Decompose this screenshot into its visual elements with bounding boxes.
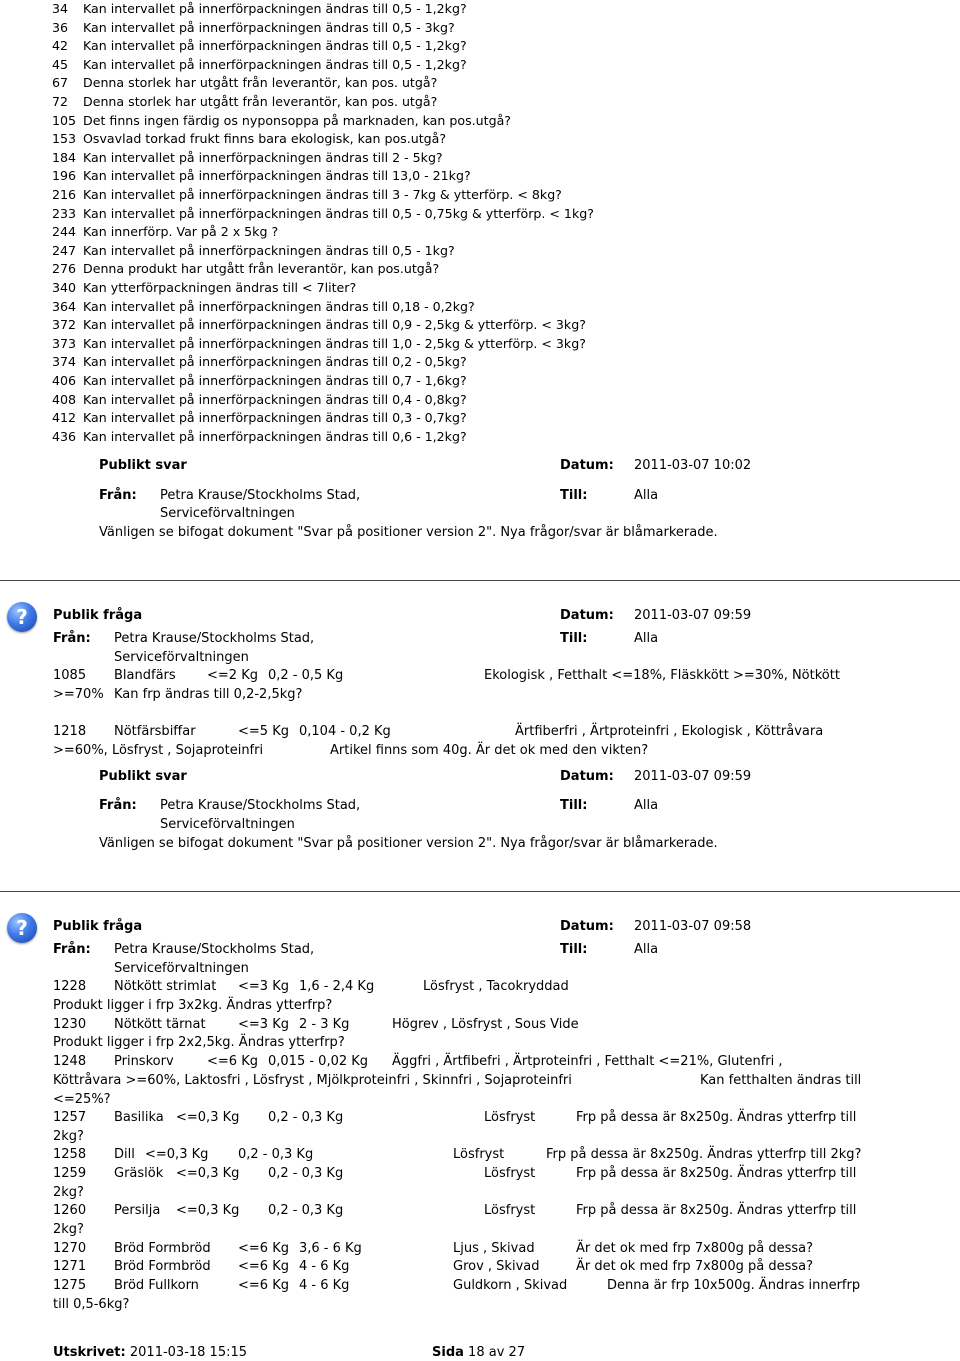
- position-number: 364: [52, 298, 77, 314]
- question-text: Kan intervallet på innerförpackningen ändras till 0,9 - 2,5kg & ytterförp. < 3kg?: [83, 317, 586, 333]
- item-name: Dill: [114, 1147, 135, 1162]
- item-attributes-cont: >=60%, Lösfryst , Sojaproteinfri: [53, 743, 264, 758]
- item-number: 1248: [53, 1054, 87, 1069]
- item-attributes-cont: Köttråvara >=60%, Laktosfri , Lösfryst , Mjölkproteinfri , Skinnfri , Sojaproteinfri: [53, 1073, 572, 1088]
- item-amount: <=0,3 Kg: [176, 1203, 240, 1218]
- item-number: 1271: [53, 1259, 87, 1274]
- item-number: 1258: [53, 1147, 87, 1162]
- item-amount: <=2 Kg: [207, 668, 258, 683]
- item-number: 1228: [53, 979, 87, 994]
- item-amount: <=0,3 Kg: [145, 1147, 209, 1162]
- position-number: 233: [52, 205, 77, 221]
- item-attributes: Äggfri , Ärtfibefri , Ärtproteinfri , Fetthalt <=21%, Glutenfri ,: [392, 1054, 783, 1069]
- date-label: Datum:: [560, 769, 614, 784]
- item-question: Produkt ligger i frp 3x2kg. Ändras ytterfrp?: [53, 998, 333, 1013]
- list-item: [52, 168, 471, 183]
- position-number: 340: [52, 280, 77, 295]
- list-item: [52, 187, 562, 202]
- list-item: [52, 429, 467, 444]
- item-amount: <=6 Kg: [207, 1054, 258, 1069]
- item-range: 1,6 - 2,4 Kg: [299, 979, 375, 994]
- to-label: Till:: [560, 488, 588, 503]
- item-question: Kan fetthalten ändras till: [700, 1073, 862, 1088]
- list-item: [52, 1, 467, 16]
- answer-heading: Publikt svar: [99, 769, 187, 784]
- item-amount: <=6 Kg: [238, 1241, 289, 1256]
- list-item: [52, 373, 467, 388]
- separator: [0, 580, 960, 581]
- item-attributes: Guldkorn , Skivad: [453, 1278, 568, 1293]
- question-text: Kan intervallet på innerförpackningen ändras till 0,5 - 1kg?: [83, 242, 455, 258]
- question-text: Kan intervallet på innerförpackningen ändras till 0,5 - 1,2kg?: [83, 1, 467, 16]
- list-item: [52, 38, 467, 53]
- position-number: 408: [52, 391, 77, 407]
- printed-value: 2011-03-18 15:15: [129, 1345, 248, 1360]
- question-text: Kan intervallet på innerförpackningen ändras till 0,6 - 1,2kg?: [83, 428, 467, 444]
- item-attributes: Lösfryst: [453, 1147, 505, 1162]
- list-item: [52, 113, 511, 128]
- separator: [0, 891, 960, 892]
- question-text: Denna storlek har utgått från leverantör, kan pos. utgå?: [83, 94, 438, 109]
- item-number: 1085: [53, 668, 87, 683]
- item-range: 3,6 - 6 Kg: [299, 1241, 362, 1256]
- item-number: 1230: [53, 1017, 87, 1032]
- item-range: 0,015 - 0,02 Kg: [268, 1054, 369, 1069]
- position-number: 45: [52, 56, 69, 72]
- question-text: Kan innerförp. Var på 2 x 5kg ?: [83, 224, 279, 240]
- item-number: 1275: [53, 1278, 87, 1293]
- position-number: 406: [52, 373, 77, 388]
- item-question-cont: 2kg?: [53, 1129, 84, 1144]
- item-name: Bröd Fullkorn: [114, 1278, 199, 1293]
- item-number: 1259: [53, 1166, 87, 1181]
- position-number: 184: [52, 149, 77, 165]
- to-value: Alla: [634, 488, 659, 503]
- from-department: Serviceförvaltningen: [160, 817, 295, 832]
- item-attributes: Lösfryst: [484, 1203, 536, 1218]
- page-label: Sida: [432, 1345, 464, 1360]
- item-range: 2 - 3 Kg: [299, 1017, 350, 1032]
- position-number: 372: [52, 317, 77, 333]
- item-attributes: Ärtfiberfri , Ärtproteinfri , Ekologisk , Köttråvara: [515, 724, 824, 739]
- position-number: 216: [52, 187, 77, 202]
- from-value: Petra Krause/Stockholms Stad,: [114, 942, 315, 957]
- item-range: 0,2 - 0,3 Kg: [268, 1203, 344, 1218]
- to-value: Alla: [634, 798, 659, 813]
- position-number: 436: [52, 428, 77, 444]
- date-label: Datum:: [560, 458, 614, 473]
- question-text: Kan intervallet på innerförpackningen ändras till 0,4 - 0,8kg?: [83, 391, 467, 407]
- from-department: Serviceförvaltningen: [114, 961, 249, 976]
- position-number: 196: [52, 168, 77, 184]
- item-name: Bröd Formbröd: [114, 1241, 211, 1256]
- item-attributes-cont: >=70%: [53, 687, 104, 702]
- from-label: Från:: [53, 942, 91, 957]
- item-name: Nötkött strimlat: [114, 979, 217, 994]
- question-heading: Publik fråga: [53, 608, 143, 623]
- from-department: Serviceförvaltningen: [114, 650, 249, 665]
- question-text: Kan intervallet på innerförpackningen ändras till 0,5 - 1,2kg?: [83, 38, 467, 54]
- item-question: Artikel finns som 40g. Är det ok med den vikten?: [330, 743, 649, 758]
- question-text: Kan intervallet på innerförpackningen ändras till 3 - 7kg & ytterförp. < 8kg?: [83, 187, 562, 202]
- item-question: Frp på dessa är 8x250g. Ändras ytterfrp till: [576, 1166, 857, 1181]
- footer-printed: [53, 1345, 247, 1360]
- item-question: Frp på dessa är 8x250g. Ändras ytterfrp till 2kg?: [546, 1147, 862, 1162]
- from-label: Från:: [99, 488, 137, 503]
- question-heading: Publik fråga: [53, 919, 143, 934]
- to-label: Till:: [560, 631, 588, 646]
- question-text: Kan intervallet på innerförpackningen ändras till 0,5 - 0,75kg & ytterförp. < 1kg?: [83, 205, 594, 221]
- item-range: 0,2 - 0,3 Kg: [268, 1110, 344, 1125]
- item-name: Blandfärs: [114, 668, 176, 683]
- item-amount: <=3 Kg: [238, 1017, 289, 1032]
- item-question-cont: <=25%?: [53, 1092, 111, 1107]
- printed-label: Utskrivet:: [53, 1345, 126, 1360]
- item-name: Bröd Formbröd: [114, 1259, 211, 1274]
- from-value: Petra Krause/Stockholms Stad,: [114, 631, 315, 646]
- from-value: Petra Krause/Stockholms Stad,: [160, 488, 361, 503]
- answer-body: Vänligen se bifogat dokument "Svar på positioner version 2". Nya frågor/svar är blåmarkerade.: [99, 525, 718, 540]
- position-number: 153: [52, 131, 77, 147]
- item-question: Denna är frp 10x500g. Ändras innerfrp: [607, 1278, 861, 1293]
- position-number: 34: [52, 1, 69, 16]
- question-text: Kan intervallet på innerförpackningen ändras till 0,5 - 3kg?: [83, 19, 455, 35]
- item-number: 1260: [53, 1203, 87, 1218]
- item-attributes: Ljus , Skivad: [453, 1241, 535, 1256]
- list-item: [52, 150, 443, 165]
- list-item: [52, 299, 475, 314]
- date-value: 2011-03-07 09:59: [634, 769, 752, 784]
- question-mark-icon: ?: [7, 602, 37, 632]
- question-text: Kan intervallet på innerförpackningen ändras till 0,7 - 1,6kg?: [83, 373, 467, 388]
- item-range: 0,2 - 0,3 Kg: [268, 1166, 344, 1181]
- date-value: 2011-03-07 09:59: [634, 608, 752, 623]
- item-range: 0,2 - 0,3 Kg: [238, 1147, 314, 1162]
- item-amount: <=6 Kg: [238, 1278, 289, 1293]
- item-attributes: Lösfryst: [484, 1110, 536, 1125]
- position-number: 67: [52, 75, 69, 91]
- position-number: 36: [52, 19, 69, 35]
- item-question: Är det ok med frp 7x800g på dessa?: [576, 1259, 813, 1274]
- item-number: 1270: [53, 1241, 87, 1256]
- item-question: Är det ok med frp 7x800g på dessa?: [576, 1241, 813, 1256]
- question-text: Kan intervallet på innerförpackningen ändras till 13,0 - 21kg?: [83, 168, 471, 184]
- item-range: 4 - 6 Kg: [299, 1259, 350, 1274]
- item-amount: <=0,3 Kg: [176, 1166, 240, 1181]
- question-text: Kan ytterförpackningen ändras till < 7liter?: [83, 280, 357, 295]
- position-number: 244: [52, 224, 77, 240]
- item-amount: <=3 Kg: [238, 979, 289, 994]
- item-question: Frp på dessa är 8x250g. Ändras ytterfrp till: [576, 1110, 857, 1125]
- from-value: Petra Krause/Stockholms Stad,: [160, 798, 361, 813]
- to-value: Alla: [634, 631, 659, 646]
- question-text: Kan intervallet på innerförpackningen ändras till 0,3 - 0,7kg?: [83, 410, 467, 426]
- item-range: 0,104 - 0,2 Kg: [299, 724, 391, 739]
- item-amount: <=5 Kg: [238, 724, 289, 739]
- item-attributes: Grov , Skivad: [453, 1259, 540, 1274]
- list-item: [52, 206, 594, 221]
- question-mark-icon: ?: [7, 913, 37, 943]
- list-item: [52, 94, 437, 109]
- item-number: 1218: [53, 724, 87, 739]
- item-range: 4 - 6 Kg: [299, 1278, 350, 1293]
- answer-body: Vänligen se bifogat dokument "Svar på positioner version 2". Nya frågor/svar är blåmarkerade.: [99, 836, 718, 851]
- date-label: Datum:: [560, 919, 614, 934]
- question-text: Kan intervallet på innerförpackningen ändras till 0,18 - 0,2kg?: [83, 298, 475, 314]
- from-label: Från:: [53, 631, 91, 646]
- item-name: Prinskorv: [114, 1054, 174, 1069]
- list-item: [52, 243, 455, 258]
- date-value: 2011-03-07 10:02: [634, 458, 752, 473]
- position-number: 374: [52, 354, 77, 370]
- from-label: Från:: [99, 798, 137, 813]
- date-label: Datum:: [560, 608, 614, 623]
- to-label: Till:: [560, 798, 588, 813]
- item-question-cont: 2kg?: [53, 1222, 84, 1237]
- question-text: Det finns ingen färdig os nyponsoppa på marknaden, kan pos.utgå?: [83, 112, 511, 128]
- item-attributes: Lösfryst , Tacokryddad: [423, 979, 569, 994]
- answer-heading: Publikt svar: [99, 458, 187, 473]
- question-text: Kan intervallet på innerförpackningen ändras till 1,0 - 2,5kg & ytterförp. < 3kg?: [83, 335, 586, 351]
- item-question-cont: till 0,5-6kg?: [53, 1297, 130, 1312]
- item-range: 0,2 - 0,5 Kg: [268, 668, 344, 683]
- item-name: Gräslök: [114, 1166, 164, 1181]
- list-item: [52, 336, 586, 351]
- position-number: 373: [52, 335, 77, 351]
- item-question: Produkt ligger i frp 2x2,5kg. Ändras ytterfrp?: [53, 1035, 345, 1050]
- list-item: [52, 410, 467, 425]
- list-item: [52, 261, 439, 276]
- item-question-cont: 2kg?: [53, 1185, 84, 1200]
- question-text: Kan intervallet på innerförpackningen ändras till 0,2 - 0,5kg?: [83, 354, 467, 370]
- question-text: Osvavlad torkad frukt finns bara ekologisk, kan pos.utgå?: [83, 131, 447, 147]
- item-name: Nötkött tärnat: [114, 1017, 206, 1032]
- footer-page-number: [432, 1345, 525, 1360]
- item-attributes: Ekologisk , Fetthalt <=18%, Fläskkött >=30%, Nötkött: [484, 668, 840, 683]
- question-text: Denna produkt har utgått från leverantör, kan pos.utgå?: [83, 261, 440, 277]
- item-attributes: Lösfryst: [484, 1166, 536, 1181]
- item-name: Basilika: [114, 1110, 164, 1125]
- page-total: 27: [508, 1345, 526, 1360]
- position-number: 42: [52, 38, 69, 54]
- question-text: Kan intervallet på innerförpackningen ändras till 2 - 5kg?: [83, 149, 443, 165]
- position-number: 105: [52, 112, 77, 128]
- question-text: Kan intervallet på innerförpackningen ändras till 0,5 - 1,2kg?: [83, 56, 467, 72]
- item-question: Kan frp ändras till 0,2-2,5kg?: [114, 687, 303, 702]
- to-label: Till:: [560, 942, 588, 957]
- item-name: Nötfärsbiffar: [114, 724, 196, 739]
- to-value: Alla: [634, 942, 659, 957]
- page-current: 18: [468, 1345, 485, 1360]
- date-value: 2011-03-07 09:58: [634, 919, 752, 934]
- position-number: 247: [52, 242, 77, 258]
- item-question: Frp på dessa är 8x250g. Ändras ytterfrp till: [576, 1203, 857, 1218]
- from-department: Serviceförvaltningen: [160, 506, 295, 521]
- list-item: [52, 20, 455, 35]
- list-item: [52, 131, 446, 146]
- question-text: Denna storlek har utgått från leverantör, kan pos. utgå?: [83, 75, 438, 91]
- page-of: av: [488, 1345, 505, 1360]
- list-item: [52, 75, 437, 90]
- position-number: 276: [52, 261, 77, 277]
- item-number: 1257: [53, 1110, 87, 1125]
- list-item: [52, 224, 278, 239]
- list-item: [52, 57, 467, 72]
- list-item: [52, 354, 467, 369]
- item-attributes: Högrev , Lösfryst , Sous Vide: [392, 1017, 579, 1032]
- position-number: 412: [52, 410, 77, 426]
- list-item: [52, 317, 586, 332]
- item-amount: <=0,3 Kg: [176, 1110, 240, 1125]
- list-item: [52, 392, 467, 407]
- list-item: [52, 280, 356, 295]
- position-number: 72: [52, 94, 69, 109]
- item-name: Persilja: [114, 1203, 161, 1218]
- item-amount: <=6 Kg: [238, 1259, 289, 1274]
